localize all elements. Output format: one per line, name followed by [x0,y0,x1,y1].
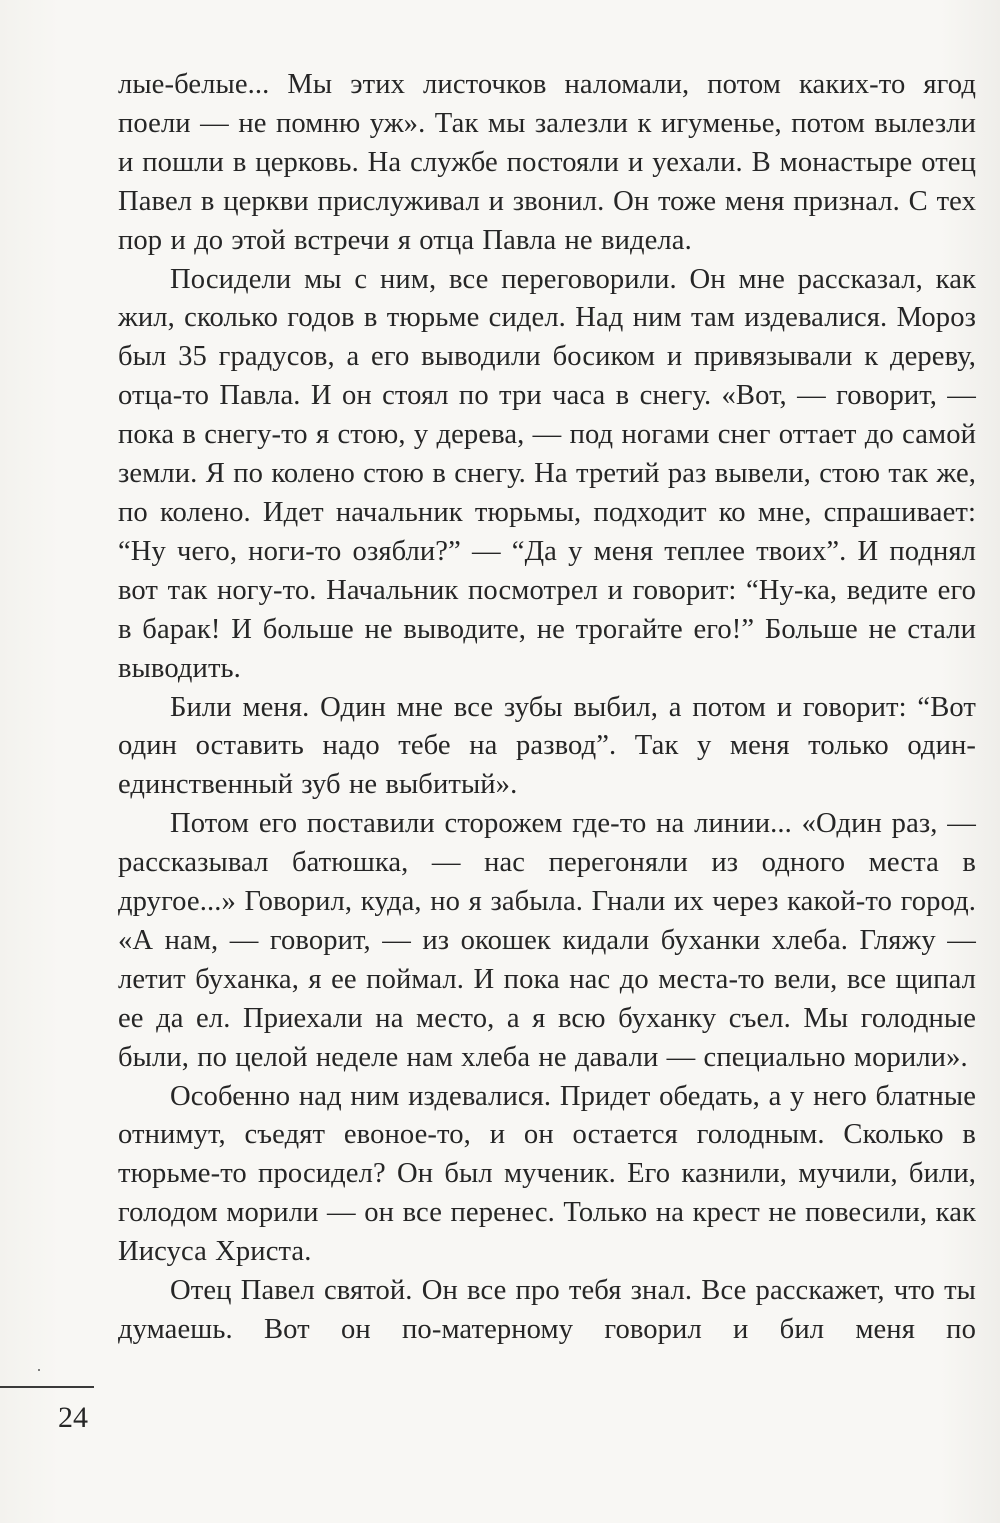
paragraph-6: Отец Павел святой. Он все про тебя знал. Все расскажет, что ты думаешь. Вот он по-матерному говорил и бил меня по [118,1275,976,1345]
paragraph-1: лые-белые... Мы этих листочков наломали, потом каких-то ягод поели — не помню уж». Так мы залезли к игуменье, потом вылезли и пошли в церковь. На службе постояли и уехали. В монастыре отец Павел в церкви прислуживал и звонил. Он тоже меня признал. С тех пор и до этой встречи я отца Павла не видела. [118,69,976,256]
print-speck [38,1369,40,1371]
paragraph-3: Били меня. Один мне все зубы выбил, а потом и говорит: “Вот один оставить надо тебе на развод”. Так у меня только один-единственный зуб не выбитый». [118,691,976,801]
footer-rule [0,1386,94,1388]
body-text [118,66,976,1350]
page-number: 24 [58,1401,88,1434]
paragraph-5: Особенно над ним издевалися. Придет обедать, а у него блатные отнимут, съедят евоное-то, и он остается голодным. Сколько в тюрьме-то просидел? Он был мученик. Его казнили, мучили, били, голодом морили — он все перенес. Только на крест не повесили, как Иисуса Христа. [118,1080,976,1268]
paragraph-2: Посидели мы с ним, все переговорили. Он мне рассказал, как жил, сколько годов в тюрьме сидел. Над ним там издевалися. Мороз был 35 градусов, а его выводили босиком и привязывали к дереву, отца-то Павла. И он стоял по три часа в снегу. «Вот, — говорит, — пока в снегу-то я стою, у дерева, — под ногами снег оттает до самой земли. Я по колено стою в снегу. На третий раз вывели, стою так же, по колено. Идет начальник тюрьмы, подходит ко мне, спрашивает: “Ну чего, ноги-то озябли?” — “Да у меня теплее твоих”. И поднял вот так ногу-то. Начальник посмотрел и говорит: “Ну-ка, ведите его в барак! И больше не выводите, не трогайте его!” Больше не стали выводить. [118,263,976,684]
paragraph-4: Потом его поставили сторожем где-то на линии... «Один раз, — рассказывал батюшка, — нас перегоняли из одного места в другое...» Говорил, куда, но я забыла. Гнали их через какой-то город. «А нам, — говорит, — из окошек кидали буханки хлеба. Гляжу — летит буханка, я ее поймал. И пока нас до места-то вели, все щипал ее да ел. Приехали на место, а я всю буханку съел. Мы голодные были, по целой неделе нам хлеба не давали — специально морили». [118,808,976,1073]
